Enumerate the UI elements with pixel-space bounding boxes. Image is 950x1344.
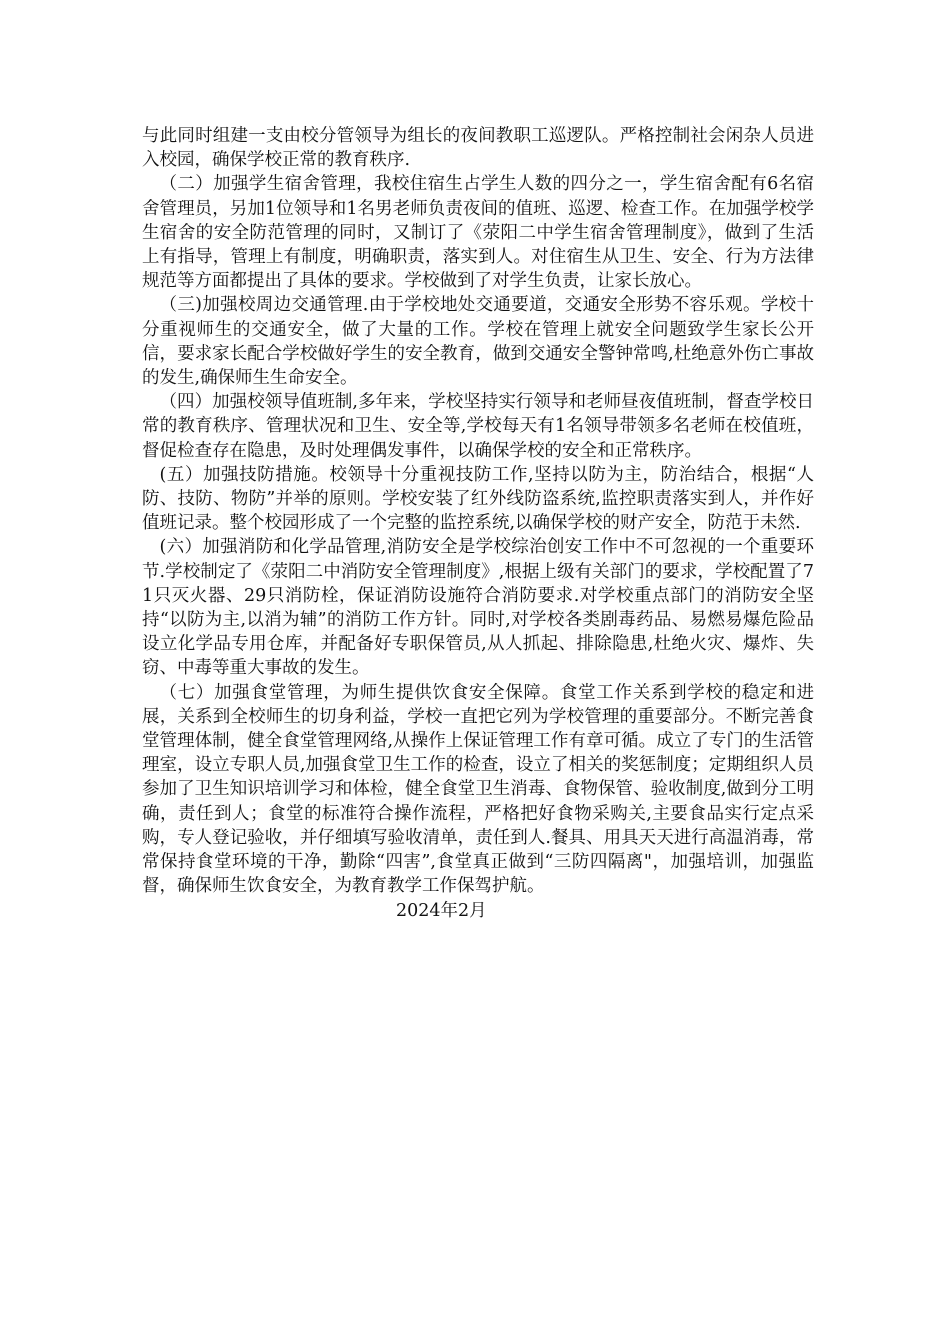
paragraph-2: （二）加强学生宿舍管理，我校住宿生占学生人数的四分之一，学生宿舍配有6名宿舍管理员，另加1位领导和1名男老师负责夜间的值班、巡逻、检查工作。在加强学校学生宿舍的安全防范管理的同时，又制订了《荥阳二中学生宿舍管理制度》，做到了生活上有指导，管理上有制度，明确职责，落实到人。对住宿生从卫生、安全、行为方法律规范等方面都提出了具体的要求。学校做到了对学生负责，让家长放心。 (142, 174, 814, 292)
paragraph-4: （四）加强校领导值班制,多年来，学校坚持实行领导和老师昼夜值班制，督查学校日常的教育秩序、管理状况和卫生、安全等,学校每天有1名领导带领多名老师在校值班，督促检查存在隐患，及时处理偶发事件，以确保学校的安全和正常秩序。 (142, 392, 814, 461)
paragraph-6: (六）加强消防和化学品管理,消防安全是学校综治创安工作中不可忽视的一个重要环节.学校制定了《荥阳二中消防安全管理制度》,根据上级有关部门的要求，学校配置了71只灭火器、29只消防栓，保证消防设施符合消防要求.对学校重点部门的消防安全坚持“以防为主,以消为辅”的消防工作方针。同时,对学校各类剧毒药品、易燃易爆危险品设立化学品专用仓库，并配备好专职保管员,从人抓起、排除隐患,杜绝火灾、爆炸、失窃、中毒等重大事故的发生。 (142, 537, 814, 679)
document-date: 2024年2月 (396, 900, 487, 921)
paragraph-1: 与此同时组建一支由校分管领导为组长的夜间教职工巡逻队。严格控制社会闲杂人员进入校园，确保学校正常的教育秩序. (142, 126, 814, 171)
document-page (142, 124, 814, 923)
paragraph-5: (五）加强技防措施。校领导十分重视技防工作,坚持以防为主，防治结合，根据“人防、技防、物防”并举的原则。学校安装了红外线防盗系统,监控职责落实到人，并作好值班记录。整个校园形成了一个完整的监控系统,以确保学校的财产安全，防范于未然. (142, 464, 814, 534)
paragraph-3: （三)加强校周边交通管理.由于学校地处交通要道，交通安全形势不容乐观。学校十分重视师生的交通安全，做了大量的工作。学校在管理上就安全问题致学生家长公开信，要求家长配合学校做好学生的安全教育，做到交通安全警钟常鸣,杜绝意外伤亡事故的发生,确保师生生命安全。 (142, 295, 814, 389)
paragraph-7: （七）加强食堂管理，为师生提供饮食安全保障。食堂工作关系到学校的稳定和进展，关系到全校师生的切身利益，学校一直把它列为学校管理的重要部分。不断完善食堂管理体制，健全食堂管理网络,从操作上保证管理工作有章可循。成立了专门的生活管理室，设立专职人员,加强食堂卫生工作的检查，设立了相关的奖惩制度；定期组织人员参加了卫生知识培训学习和体检，健全食堂卫生消毒、食物保管、验收制度,做到分工明确，责任到人；食堂的标准符合操作流程，严格把好食物采购关,主要食品实行定点采购，专人登记验收，并仔细填写验收清单，责任到人.餐具、用具天天进行高温消毒，常常保持食堂环境的干净，勤除“四害”,食堂真正做到“三防四隔离"，加强培训，加强监督，确保师生饮食安全，为教育教学工作保驾护航。 (142, 682, 814, 897)
